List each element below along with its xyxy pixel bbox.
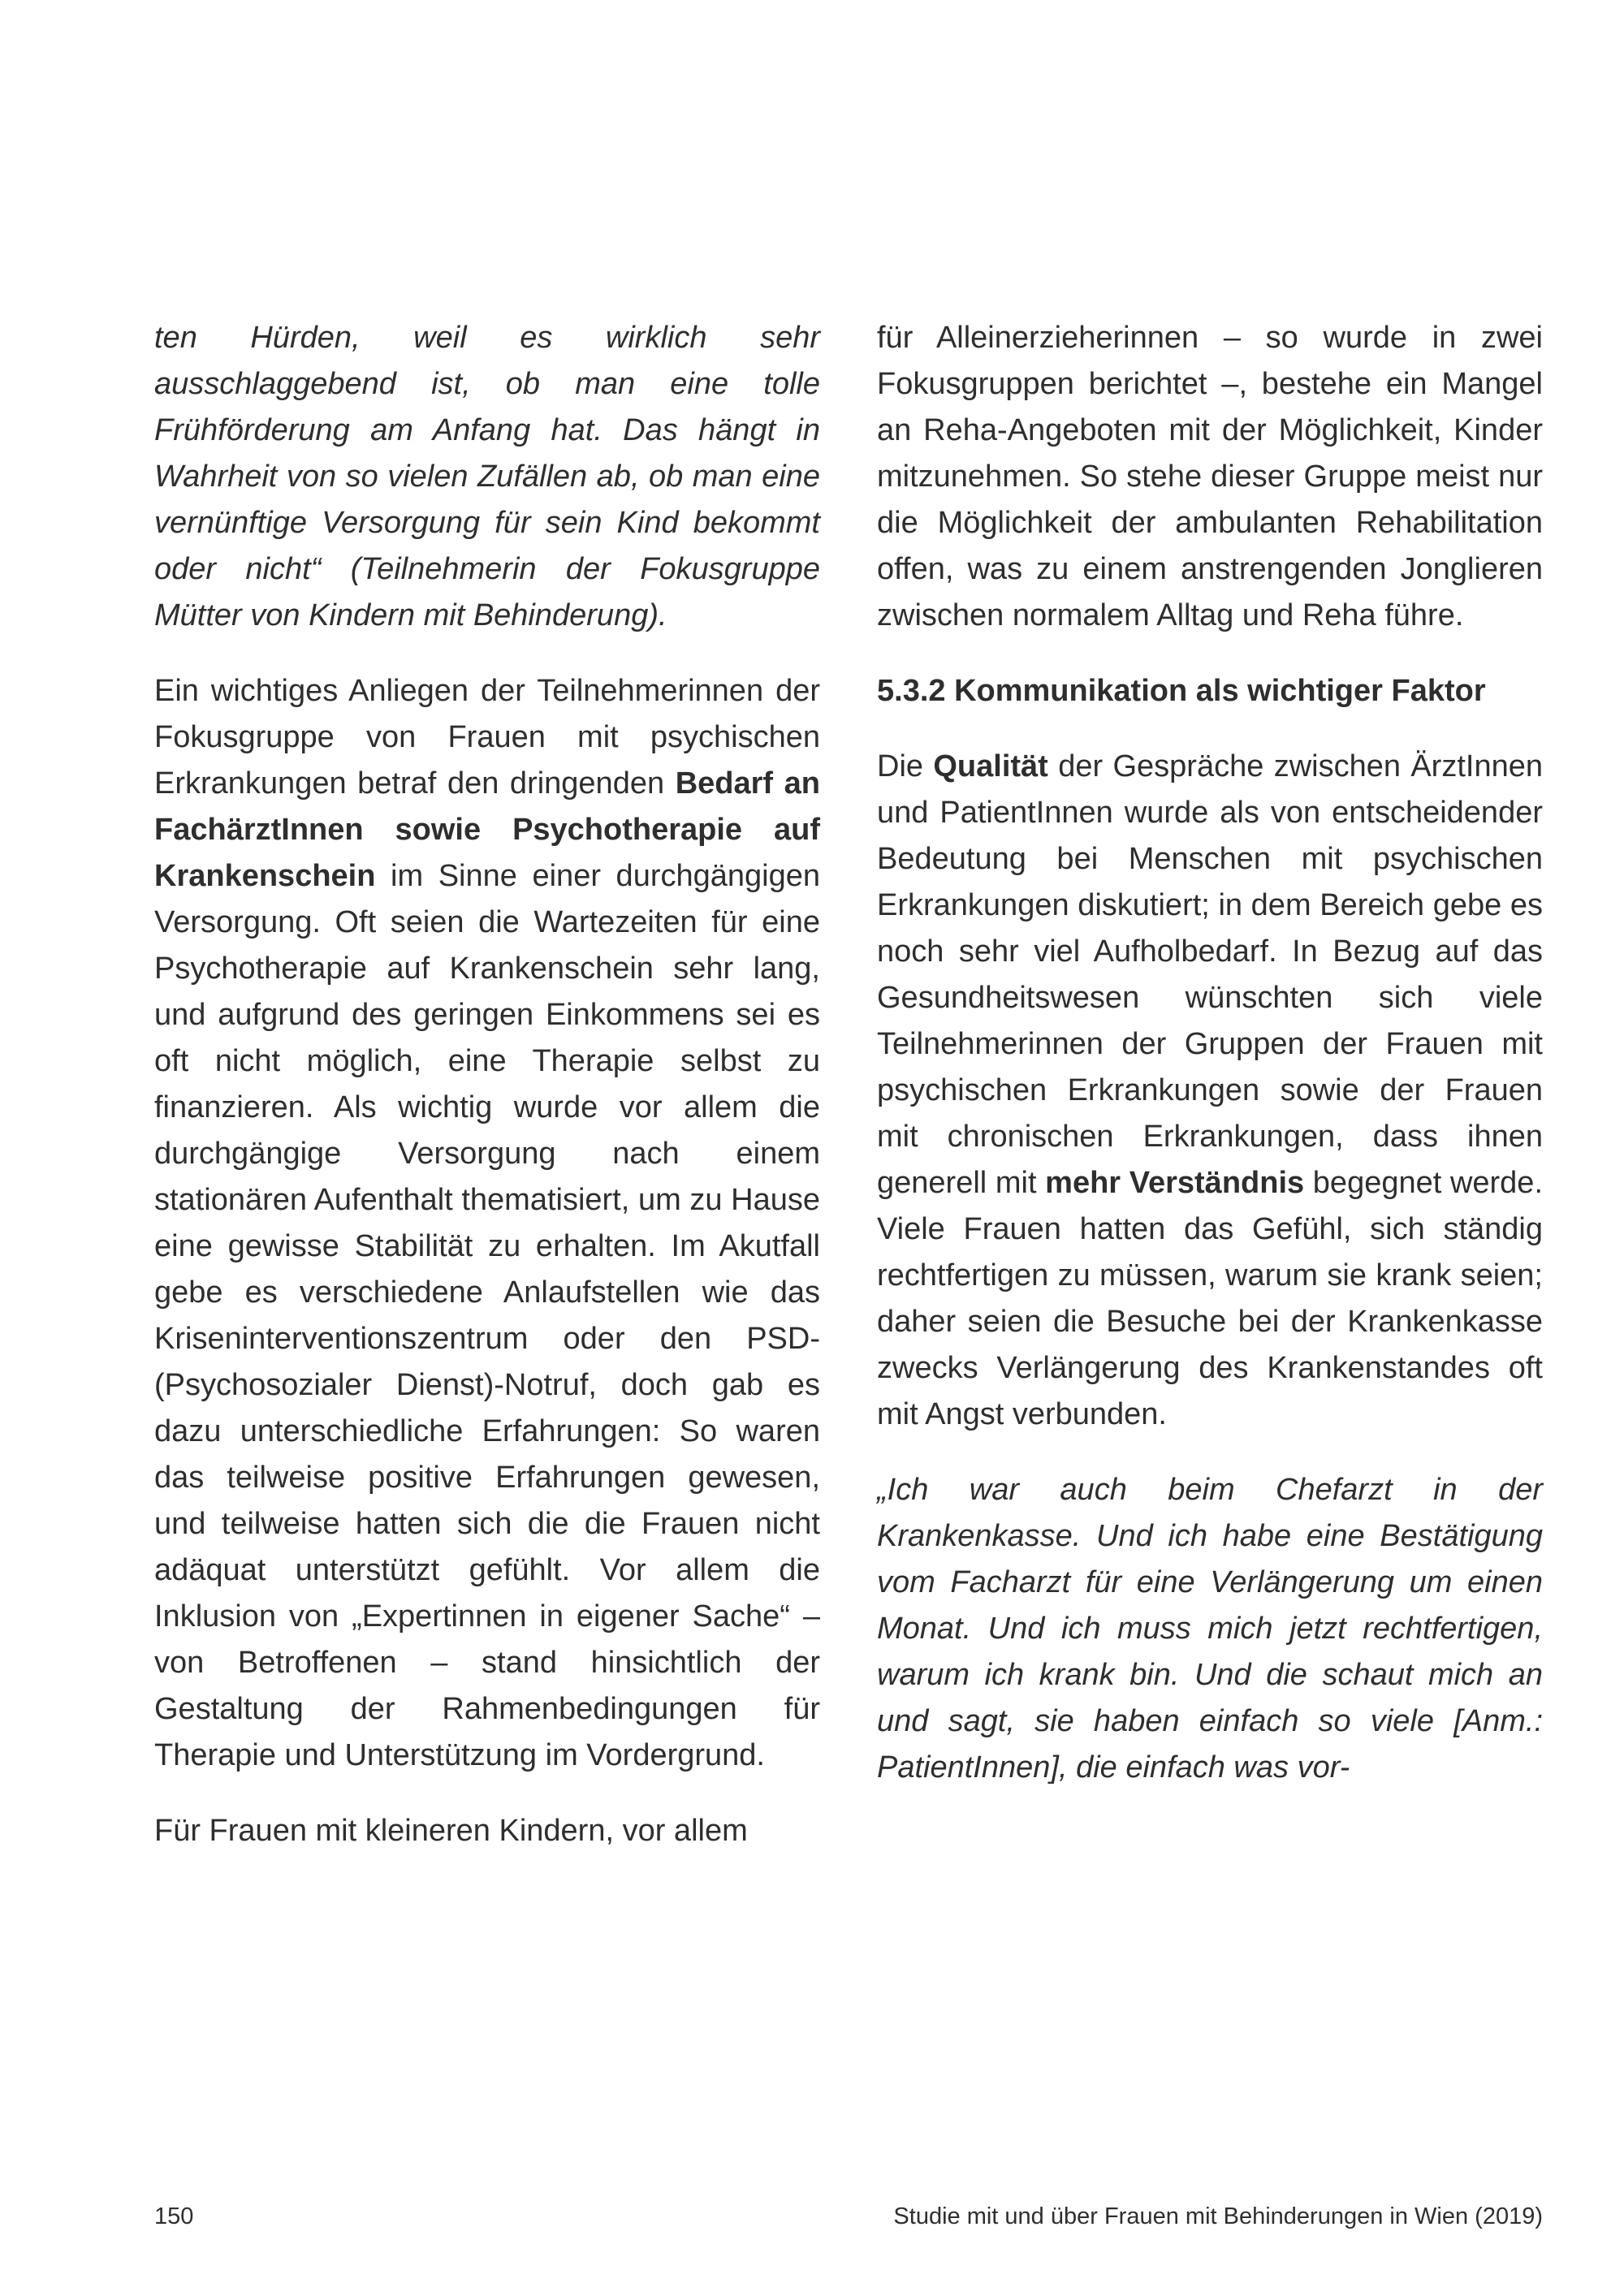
text-segment: „Ich war auch beim Chefarzt in der Krankenkasse. Und ich habe eine Bestätigung vom Facharzt für eine Verlängerung um einen Monat. Und ich muss mich jetzt rechtfertigen, warum ich krank bin. Und die schaut mich an und sagt, sie haben einfach so viele [Anm.: PatientInnen], die einfach was vor-: [877, 1473, 1543, 1785]
body-paragraph: [154, 668, 820, 1779]
text-segment: 5.3.2 Kommunikation als wichtiger Faktor: [877, 674, 1486, 708]
page-number: 150: [154, 2203, 194, 2229]
text-segment: ten Hürden, weil es wirklich sehr ausschlaggebend ist, ob man eine tolle Frühförderung am Anfang hat. Das hängt in Wahrheit von so vielen Zufällen ab, ob man eine vernünftige Versorgung für sein Kind bekommt oder nicht“ (Teilnehmerin der Fokusgruppe Mütter von Kindern mit Behinderung).: [154, 321, 820, 632]
body-paragraph: [877, 315, 1543, 639]
footer-source-title: Studie mit und über Frauen mit Behinderungen in Wien (2019): [893, 2203, 1543, 2229]
text-segment: Ein wichtiges Anliegen der Teilnehmerinnen der Fokusgruppe von Frauen mit psychischen Erkrankungen betraf den dringenden: [154, 674, 820, 801]
left-column: [154, 315, 820, 1884]
quote-paragraph: [877, 1467, 1543, 1791]
text-segment: begegnet werde. Viele Frauen hatten das Gefühl, sich ständig rechtfertigen zu müssen, warum sie krank seien; daher seien die Besuche bei der Krankenkasse zwecks Verlängerung des Krankenstandes oft mit Angst verbunden.: [877, 1166, 1543, 1431]
text-segment: Die: [877, 749, 934, 783]
quote-paragraph: [154, 315, 820, 639]
page-footer: [154, 2202, 1543, 2231]
text-segment: Für Frauen mit kleineren Kindern, vor allem: [154, 1814, 748, 1848]
section-heading: [877, 668, 1543, 714]
right-column: [877, 315, 1543, 1884]
emphasis-text: Qualität: [933, 749, 1048, 783]
body-paragraph: [154, 1808, 820, 1854]
emphasis-text: mehr Verständnis: [1045, 1166, 1305, 1200]
text-segment: für Alleinerzieherinnen – so wurde in zwei Fokusgruppen berichtet –, bestehe ein Mangel an Reha-Angeboten mit der Möglichkeit, Kinder mitzunehmen. So stehe dieser Gruppe meist nur die Möglichkeit der ambulanten Rehabilitation offen, was zu einem anstrengenden Jonglieren zwischen normalem Alltag und Reha führe.: [877, 321, 1543, 632]
emphasis-text: Bedarf an FachärztInnen sowie Psychotherapie auf Krankenschein: [154, 766, 820, 893]
text-segment: im Sinne einer durchgängigen Versorgung. Oft seien die Wartezeiten für eine Psychotherapie auf Krankenschein sehr lang, und aufgrund des geringen Einkommens sei es oft nicht möglich, eine Therapie selbst zu finanzieren. Als wichtig wurde vor allem die durchgängige Versorgung nach einem stationären Aufenthalt thematisiert, um zu Hause eine gewisse Stabilität zu erhalten. Im Akutfall gebe es verschiedene Anlaufstellen wie das Kriseninterventionszentrum oder den PSD-(Psychosozialer Dienst)-Notruf, doch gab es dazu unterschiedliche Erfahrungen: So waren das teilweise positive Erfahrungen gewesen, und teilweise hatten sich die die Frauen nicht adäquat unterstützt gefühlt. Vor allem die Inklusion von „Expertinnen in eigener Sache“ – von Betroffenen – stand hinsichtlich der Gestaltung der Rahmenbedingungen für Therapie und Unterstützung im Vordergrund.: [154, 859, 820, 1772]
body-paragraph: [877, 744, 1543, 1438]
two-column-text: [154, 315, 1543, 1884]
text-segment: der Gespräche zwischen ÄrztInnen und PatientInnen wurde als von entscheidender Bedeutung bei Menschen mit psychischen Erkrankungen diskutiert; in dem Bereich gebe es noch sehr viel Aufholbedarf. In Bezug auf das Gesundheitswesen wünschten sich viele Teilnehmerinnen der Gruppen der Frauen mit psychischen Erkrankungen sowie der Frauen mit chronischen Erkrankungen, dass ihnen generell mit: [877, 749, 1543, 1200]
